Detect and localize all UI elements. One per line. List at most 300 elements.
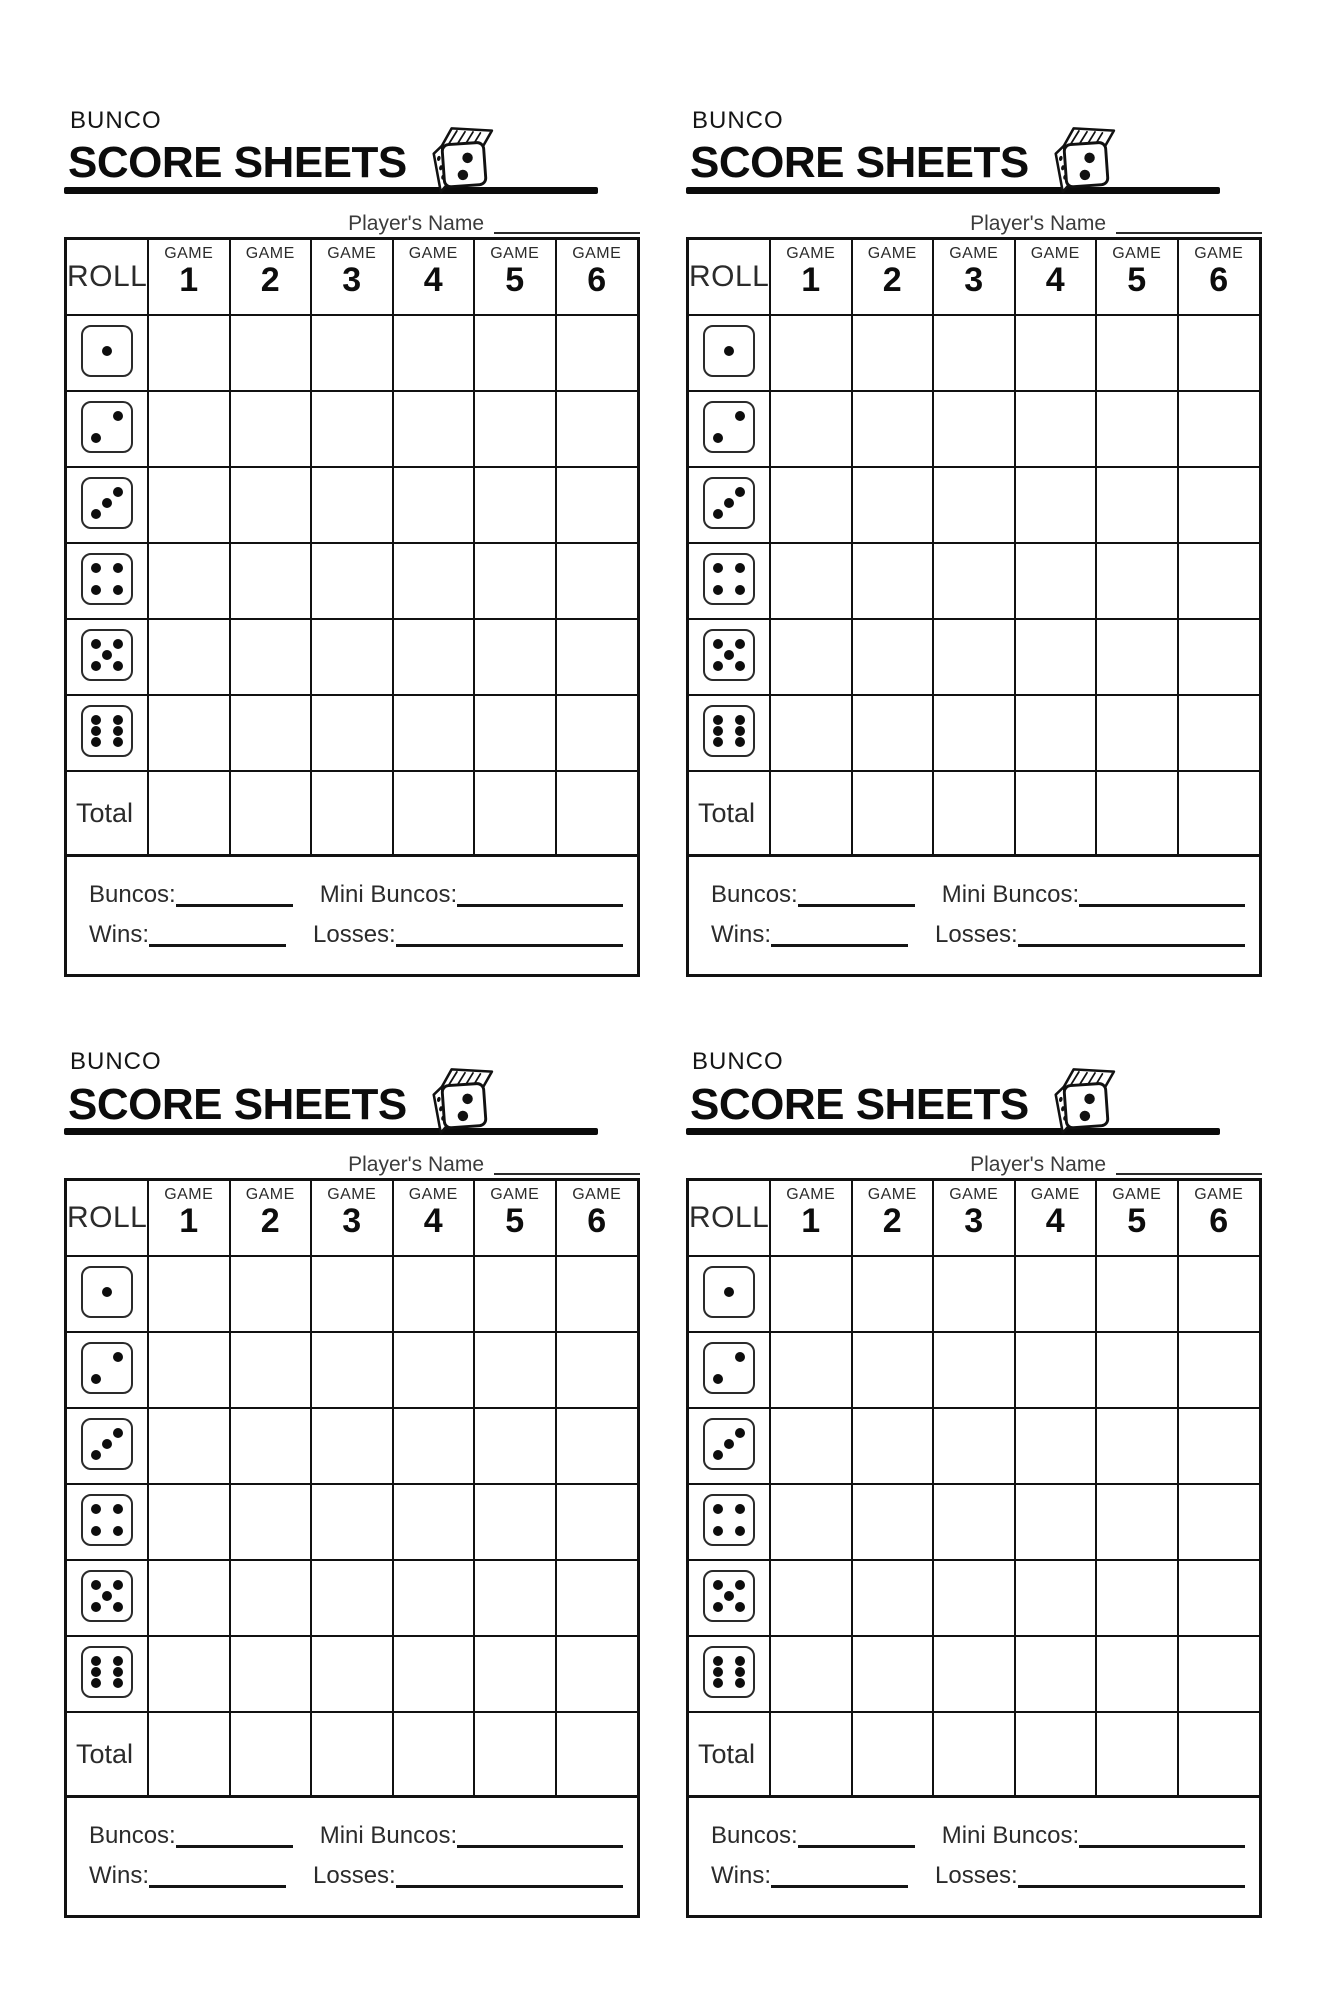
game-header: [770, 240, 852, 315]
score-cell[interactable]: [1015, 695, 1097, 771]
total-score-cell[interactable]: [1096, 1712, 1178, 1797]
score-cell[interactable]: [1178, 695, 1260, 771]
score-cell[interactable]: [1178, 1484, 1260, 1560]
dice-row: [67, 543, 637, 619]
buncos-label: Buncos:: [711, 880, 798, 908]
losses-input-line[interactable]: [396, 930, 623, 947]
score-cell[interactable]: [311, 543, 393, 619]
score-cell[interactable]: [230, 1636, 312, 1712]
pip: [91, 1504, 101, 1514]
player-name-label: Player's Name: [970, 1153, 1106, 1177]
score-cell[interactable]: [311, 619, 393, 695]
score-cell[interactable]: [1015, 1636, 1097, 1712]
dice-row: [67, 1332, 637, 1408]
score-cell[interactable]: [1178, 315, 1260, 391]
score-cell[interactable]: [230, 1408, 312, 1484]
score-cell[interactable]: [148, 315, 230, 391]
score-cell[interactable]: [933, 1484, 1015, 1560]
score-cell[interactable]: [474, 543, 556, 619]
game-number: 5: [1127, 1202, 1147, 1241]
score-cell[interactable]: [1096, 391, 1178, 467]
dice-row: [67, 1484, 637, 1560]
total-score-cell[interactable]: [230, 1712, 312, 1797]
score-sheets-title: SCORE SHEETS: [690, 138, 1029, 188]
losses-input-line[interactable]: [1018, 930, 1245, 947]
player-name-input-line[interactable]: [1116, 1155, 1262, 1175]
game-number: 5: [505, 1202, 525, 1241]
total-score-cell[interactable]: [852, 771, 934, 856]
wins-label: Wins:: [711, 920, 771, 948]
pip: [102, 1439, 112, 1449]
score-cell[interactable]: [1096, 315, 1178, 391]
score-cell[interactable]: [393, 619, 475, 695]
score-sheets-title: SCORE SHEETS: [68, 1079, 407, 1129]
score-cell[interactable]: [393, 391, 475, 467]
total-score-cell[interactable]: [933, 771, 1015, 856]
dice-rows: [689, 1256, 1259, 1712]
score-cell[interactable]: [1096, 695, 1178, 771]
score-cell[interactable]: [852, 1560, 934, 1636]
score-cell[interactable]: [474, 695, 556, 771]
dice-rows: [689, 315, 1259, 771]
total-score-cell[interactable]: [474, 771, 556, 856]
score-cell[interactable]: [311, 1332, 393, 1408]
score-cell[interactable]: [1015, 1484, 1097, 1560]
score-cell[interactable]: [393, 1408, 475, 1484]
game-number: 1: [179, 1202, 199, 1241]
score-cell[interactable]: [852, 695, 934, 771]
score-cell[interactable]: [148, 619, 230, 695]
score-cell[interactable]: [393, 315, 475, 391]
score-cell[interactable]: [474, 467, 556, 543]
die-two-pips-icon: [1041, 117, 1121, 197]
score-cell[interactable]: [393, 1484, 475, 1560]
score-cell[interactable]: [230, 1484, 312, 1560]
total-score-cell[interactable]: [230, 771, 312, 856]
score-cell[interactable]: [933, 315, 1015, 391]
score-cell[interactable]: [1015, 391, 1097, 467]
score-cell[interactable]: [933, 1256, 1015, 1332]
total-score-cell[interactable]: [933, 1712, 1015, 1797]
score-cell[interactable]: [474, 1484, 556, 1560]
score-cell[interactable]: [1015, 315, 1097, 391]
score-cell[interactable]: [933, 467, 1015, 543]
game-header: [1096, 1181, 1178, 1256]
wins-input-line[interactable]: [771, 1871, 908, 1888]
score-cell[interactable]: [311, 391, 393, 467]
game-label: GAME: [490, 1186, 540, 1204]
score-cell[interactable]: [770, 315, 852, 391]
score-cell[interactable]: [770, 391, 852, 467]
score-cell[interactable]: [770, 467, 852, 543]
roll-header: ROLL: [67, 1181, 148, 1256]
pip: [113, 639, 123, 649]
dice-row: [689, 1256, 1259, 1332]
score-cell[interactable]: [474, 1636, 556, 1712]
score-cell[interactable]: [556, 1636, 638, 1712]
score-cell[interactable]: [474, 1560, 556, 1636]
game-number: 1: [801, 261, 821, 300]
score-cell[interactable]: [1096, 467, 1178, 543]
game-header: [1015, 1181, 1097, 1256]
die-6-cell: [689, 695, 770, 771]
score-cell[interactable]: [556, 1332, 638, 1408]
game-label: GAME: [1194, 245, 1244, 263]
pip: [91, 1526, 101, 1536]
score-cell[interactable]: [852, 543, 934, 619]
pip: [113, 1602, 123, 1612]
mini-buncos-input-line[interactable]: [457, 1831, 623, 1848]
score-cell[interactable]: [311, 695, 393, 771]
die-2-cell: [67, 391, 148, 467]
score-cell[interactable]: [230, 695, 312, 771]
score-cell[interactable]: [1178, 543, 1260, 619]
score-cell[interactable]: [770, 695, 852, 771]
score-cell[interactable]: [1178, 1636, 1260, 1712]
buncos-label: Buncos:: [89, 880, 176, 908]
losses-input-line[interactable]: [396, 1871, 623, 1888]
game-label: GAME: [245, 1186, 295, 1204]
game-number: 3: [342, 261, 362, 300]
die-3-cell: [67, 467, 148, 543]
mini-buncos-input-line[interactable]: [1079, 1831, 1245, 1848]
score-cell[interactable]: [556, 695, 638, 771]
dice-row: [689, 1560, 1259, 1636]
pip: [113, 715, 123, 725]
score-sheet: [686, 108, 1262, 977]
score-cell[interactable]: [1096, 543, 1178, 619]
total-score-cell[interactable]: [311, 771, 393, 856]
pip: [713, 1374, 723, 1384]
game-label: GAME: [490, 245, 540, 263]
player-name-input-line[interactable]: [1116, 214, 1262, 234]
die-5-cell: [689, 619, 770, 695]
buncos-input-line[interactable]: [176, 890, 293, 907]
score-cell[interactable]: [933, 1332, 1015, 1408]
pip: [713, 563, 723, 573]
score-cell[interactable]: [1015, 1560, 1097, 1636]
player-name-input-line[interactable]: [494, 214, 640, 234]
score-cell[interactable]: [230, 315, 312, 391]
score-cell[interactable]: [393, 1636, 475, 1712]
pip: [91, 1450, 101, 1460]
die-two-pips-icon: [419, 117, 499, 197]
score-cell[interactable]: [1096, 1332, 1178, 1408]
player-name-input-line[interactable]: [494, 1155, 640, 1175]
score-cell[interactable]: [230, 619, 312, 695]
score-cell[interactable]: [311, 1560, 393, 1636]
die-two-pips-icon: [419, 1058, 499, 1138]
die-2-cell: [67, 1332, 148, 1408]
game-header: [474, 1181, 556, 1256]
buncos-input-line[interactable]: [798, 1831, 915, 1848]
score-cell[interactable]: [230, 1560, 312, 1636]
score-cell[interactable]: [933, 543, 1015, 619]
score-table: [689, 240, 1259, 857]
score-cell[interactable]: [1178, 1256, 1260, 1332]
score-cell[interactable]: [230, 467, 312, 543]
score-cell[interactable]: [933, 391, 1015, 467]
score-cell[interactable]: [1015, 619, 1097, 695]
score-cell[interactable]: [556, 391, 638, 467]
score-cell[interactable]: [148, 1408, 230, 1484]
score-cell[interactable]: [852, 467, 934, 543]
buncos-input-line[interactable]: [798, 890, 915, 907]
pip: [735, 585, 745, 595]
score-cell[interactable]: [556, 1408, 638, 1484]
game-header: [1015, 240, 1097, 315]
total-score-cell[interactable]: [311, 1712, 393, 1797]
score-cell[interactable]: [933, 1636, 1015, 1712]
game-label: GAME: [1112, 245, 1162, 263]
title-underline: [686, 187, 1220, 194]
score-cell[interactable]: [770, 1332, 852, 1408]
score-cell[interactable]: [1178, 1332, 1260, 1408]
score-cell[interactable]: [852, 315, 934, 391]
total-score-cell[interactable]: [1178, 1712, 1260, 1797]
score-cell[interactable]: [770, 1408, 852, 1484]
score-cell[interactable]: [770, 1560, 852, 1636]
score-cell[interactable]: [770, 1256, 852, 1332]
score-cell[interactable]: [474, 391, 556, 467]
dice-row: [67, 391, 637, 467]
total-score-cell[interactable]: [1178, 771, 1260, 856]
score-table: [67, 240, 637, 857]
sheet-brand: [64, 1049, 640, 1135]
score-cell[interactable]: [148, 1560, 230, 1636]
total-score-cell[interactable]: [1096, 771, 1178, 856]
total-row: [689, 771, 1259, 856]
score-cell[interactable]: [474, 1408, 556, 1484]
title-underline: [686, 1128, 1220, 1135]
score-cell[interactable]: [474, 1332, 556, 1408]
total-score-cell[interactable]: [852, 1712, 934, 1797]
total-score-cell[interactable]: [1015, 1712, 1097, 1797]
losses-input-line[interactable]: [1018, 1871, 1245, 1888]
score-cell[interactable]: [852, 1636, 934, 1712]
score-cell[interactable]: [1015, 467, 1097, 543]
die-6-cell: [67, 1636, 148, 1712]
score-cell[interactable]: [393, 467, 475, 543]
total-score-cell[interactable]: [393, 1712, 475, 1797]
mini-buncos-input-line[interactable]: [1079, 890, 1245, 907]
pip: [713, 509, 723, 519]
score-cell[interactable]: [148, 1636, 230, 1712]
total-score-cell[interactable]: [148, 1712, 230, 1797]
pip: [735, 1656, 745, 1666]
mini-buncos-input-line[interactable]: [457, 890, 623, 907]
score-cell[interactable]: [852, 619, 934, 695]
score-cell[interactable]: [556, 619, 638, 695]
pip: [735, 1678, 745, 1688]
die-6-icon: [81, 1646, 133, 1698]
die-2-icon: [81, 1342, 133, 1394]
score-cell[interactable]: [230, 1332, 312, 1408]
score-cell[interactable]: [148, 391, 230, 467]
mini-buncos-label: Mini Buncos:: [319, 1821, 458, 1849]
score-cell[interactable]: [770, 619, 852, 695]
total-score-cell[interactable]: [148, 771, 230, 856]
score-cell[interactable]: [1096, 1560, 1178, 1636]
score-cell[interactable]: [852, 1408, 934, 1484]
total-row: [67, 771, 637, 856]
pip: [735, 1667, 745, 1677]
score-cell[interactable]: [148, 695, 230, 771]
score-cell[interactable]: [1096, 1408, 1178, 1484]
pip: [102, 1287, 112, 1297]
score-cell[interactable]: [1178, 619, 1260, 695]
score-cell[interactable]: [933, 1560, 1015, 1636]
game-number: 6: [587, 1202, 607, 1241]
score-cell[interactable]: [556, 1256, 638, 1332]
die-1-icon: [81, 1266, 133, 1318]
header-row: [67, 1181, 637, 1256]
score-cell[interactable]: [1015, 543, 1097, 619]
score-cell[interactable]: [311, 467, 393, 543]
total-score-cell[interactable]: [474, 1712, 556, 1797]
die-4-cell: [67, 1484, 148, 1560]
pip: [713, 1450, 723, 1460]
total-score-cell[interactable]: [393, 771, 475, 856]
score-cell[interactable]: [474, 315, 556, 391]
score-cell[interactable]: [148, 1332, 230, 1408]
score-table: [67, 1181, 637, 1798]
score-cell[interactable]: [933, 695, 1015, 771]
score-cell[interactable]: [1096, 619, 1178, 695]
score-cell[interactable]: [1096, 1256, 1178, 1332]
game-header: [393, 240, 475, 315]
die-3-icon: [81, 477, 133, 529]
dice-row: [689, 315, 1259, 391]
score-cell[interactable]: [933, 619, 1015, 695]
score-cell[interactable]: [556, 543, 638, 619]
roll-header: ROLL: [689, 240, 770, 315]
score-cell[interactable]: [148, 543, 230, 619]
pip: [91, 1678, 101, 1688]
score-footer: [67, 857, 637, 974]
score-cell[interactable]: [852, 1256, 934, 1332]
score-cell[interactable]: [556, 1560, 638, 1636]
score-cell[interactable]: [311, 315, 393, 391]
score-cell[interactable]: [474, 619, 556, 695]
buncos-row: [89, 880, 623, 908]
wins-input-line[interactable]: [149, 930, 286, 947]
wins-input-line[interactable]: [771, 930, 908, 947]
score-cell[interactable]: [230, 543, 312, 619]
score-cell[interactable]: [1015, 1332, 1097, 1408]
sheet-brand: [686, 108, 1262, 194]
wins-input-line[interactable]: [149, 1871, 286, 1888]
pip: [724, 1591, 734, 1601]
buncos-input-line[interactable]: [176, 1831, 293, 1848]
score-cell[interactable]: [311, 1408, 393, 1484]
game-number: 5: [505, 261, 525, 300]
pip: [713, 1580, 723, 1590]
score-cell[interactable]: [1178, 1408, 1260, 1484]
score-cell[interactable]: [933, 1408, 1015, 1484]
game-header: [311, 1181, 393, 1256]
score-cell[interactable]: [393, 1332, 475, 1408]
score-cell[interactable]: [230, 1256, 312, 1332]
score-cell[interactable]: [393, 543, 475, 619]
game-label: GAME: [867, 1186, 917, 1204]
score-cell[interactable]: [770, 1484, 852, 1560]
score-footer: [689, 1798, 1259, 1915]
pip: [713, 715, 723, 725]
game-header: [474, 240, 556, 315]
score-cell[interactable]: [311, 1484, 393, 1560]
wins-label: Wins:: [89, 920, 149, 948]
score-cell[interactable]: [393, 1560, 475, 1636]
game-number: 3: [964, 261, 984, 300]
pip: [91, 661, 101, 671]
pip: [91, 563, 101, 573]
score-sheets-title: SCORE SHEETS: [690, 1079, 1029, 1129]
score-cell[interactable]: [770, 1636, 852, 1712]
header-row: [689, 1181, 1259, 1256]
total-score-cell[interactable]: [1015, 771, 1097, 856]
game-label: GAME: [408, 245, 458, 263]
pip: [102, 1591, 112, 1601]
total-score-cell[interactable]: [556, 1712, 638, 1797]
total-score-cell[interactable]: [770, 771, 852, 856]
dice-row: [689, 1332, 1259, 1408]
score-cell[interactable]: [1015, 1408, 1097, 1484]
die-2-cell: [689, 391, 770, 467]
pip: [91, 715, 101, 725]
player-name-label: Player's Name: [348, 1153, 484, 1177]
score-cell[interactable]: [148, 1256, 230, 1332]
score-cell[interactable]: [556, 1484, 638, 1560]
score-cell[interactable]: [148, 1484, 230, 1560]
die-4-icon: [81, 1494, 133, 1546]
score-sheet: [64, 108, 640, 977]
score-cell[interactable]: [311, 1636, 393, 1712]
score-cell[interactable]: [1015, 1256, 1097, 1332]
pip: [113, 1667, 123, 1677]
score-cell[interactable]: [852, 1332, 934, 1408]
die-4-cell: [67, 543, 148, 619]
player-name-row: [64, 194, 640, 237]
score-cell[interactable]: [852, 391, 934, 467]
score-cell[interactable]: [148, 467, 230, 543]
score-cell[interactable]: [556, 467, 638, 543]
score-cell[interactable]: [393, 1256, 475, 1332]
pip: [91, 1580, 101, 1590]
game-header: [148, 240, 230, 315]
total-score-cell[interactable]: [556, 771, 638, 856]
game-header: [393, 1181, 475, 1256]
score-cell[interactable]: [474, 1256, 556, 1332]
total-score-cell[interactable]: [770, 1712, 852, 1797]
score-board: [64, 1178, 640, 1918]
score-cell[interactable]: [1178, 1560, 1260, 1636]
score-cell[interactable]: [1096, 1484, 1178, 1560]
score-cell[interactable]: [1178, 391, 1260, 467]
wins-label: Wins:: [711, 1861, 771, 1889]
die-1-cell: [689, 315, 770, 391]
score-cell[interactable]: [556, 315, 638, 391]
score-cell[interactable]: [852, 1484, 934, 1560]
score-cell[interactable]: [311, 1256, 393, 1332]
game-label: GAME: [327, 1186, 377, 1204]
score-cell[interactable]: [770, 543, 852, 619]
score-cell[interactable]: [230, 391, 312, 467]
score-cell[interactable]: [393, 695, 475, 771]
score-cell[interactable]: [1096, 1636, 1178, 1712]
game-label: GAME: [1194, 1186, 1244, 1204]
score-cell[interactable]: [1178, 467, 1260, 543]
